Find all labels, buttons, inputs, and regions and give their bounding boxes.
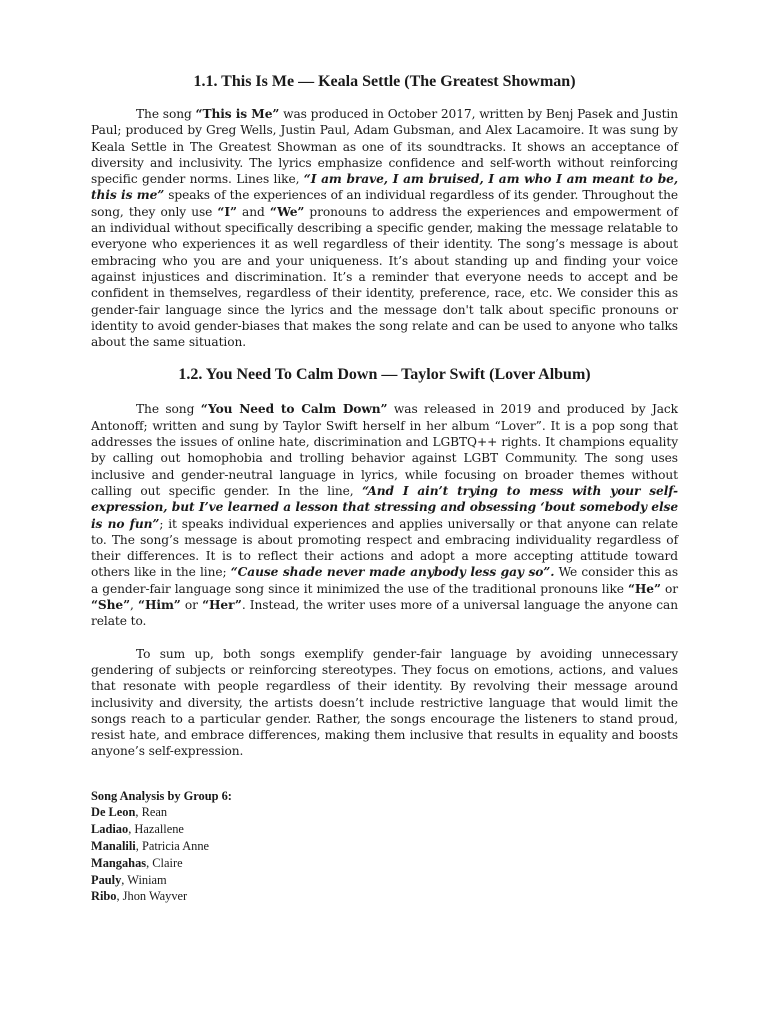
pronoun-highlight: “Her”: [202, 598, 242, 613]
pronoun-highlight: “Him”: [138, 598, 181, 613]
credits-block: [91, 788, 678, 906]
summary-paragraph: To sum up, both songs exemplify gender-fair language by avoiding unnecessary gendering of subjects or reinforcing stereotypes. They focus on emotions, actions, and values that resonate with people regardless of their identity. By revolving their message around inclusivity and diversity, the artists doesn’t include restrictive language that would limit the songs reach to a particular gender. Rather, the songs encourage the listeners to stand proud, resist hate, and embrace differences, making them inclusive that results in equality and boosts anyone’s self-expression.: [91, 646, 678, 759]
text-run: ; it speaks individual experiences and applies universally or that anyone can relate to. The song’s message is about promoting respect and embracing individuality regardless of their differences. It is to reflect their actions and adopt a more accepting attitude toward others like in the line;: [91, 516, 678, 580]
song-title: “This is Me”: [195, 107, 280, 121]
member-name: [91, 804, 678, 821]
section-2-paragraph: [91, 401, 678, 629]
member-first-name: , Jhon Wayver: [116, 889, 188, 904]
text-run: . Instead, the writer uses more of a universal language the anyone can relate to.: [91, 598, 679, 629]
member-first-name: , Winiam: [121, 872, 167, 887]
text-run: was produced in October 2017, written by Benj Pasek and Justin Paul; produced by Greg Wells, Justin Paul, Adam Gubsman, and Alex Lacamoire. It was sung by Keala Settle in The Greatest Showman as one of its soundtracks. It shows an acceptance of diversity and inclusivity. The lyrics emphasize confidence and self-worth without reinforcing specific gender norms. Lines like,: [91, 107, 678, 187]
text-run: and: [236, 204, 270, 219]
member-name: [91, 888, 678, 905]
lyric-quote: “I am brave, I am bruised, I am who I am meant to be, this is me”: [91, 172, 678, 203]
pronoun-highlight: “We”: [269, 204, 305, 219]
member-first-name: , Hazallene: [128, 822, 184, 837]
lyric-quote: “And I ain’t trying to mess with your self-expression, but I’ve learned a lesson that stressing and obsessing ‘bout somebody else is no fun”: [91, 483, 678, 531]
member-last-name: Ladiao: [91, 822, 129, 837]
member-last-name: Manalili: [91, 839, 136, 854]
member-last-name: Pauly: [91, 872, 122, 887]
pronoun-highlight: “I”: [217, 204, 237, 219]
text-run: was released in 2019 and produced by Jack Antonoff; written and sung by Taylor Swift herself in her album “Lover”. It is a pop song that addresses the issues of online hate, discrimination and LGBTQ++ rights. It champions equality by calling out homophobia and trolling behavior against LGBT Community. The song uses inclusive and gender-neutral language in lyrics, while focusing on broader themes without calling out specific gender. In the line,: [91, 402, 678, 498]
text-run: The song: [136, 402, 201, 417]
member-last-name: Mangahas: [91, 855, 147, 870]
member-first-name: , Claire: [146, 855, 183, 870]
pronoun-highlight: “He”: [627, 581, 661, 596]
song-title: “You Need to Calm Down”: [200, 402, 388, 417]
section-2-heading: 1.2. You Need To Calm Down — Taylor Swift (Lover Album): [178, 366, 591, 384]
text-run: speaks of the experiences of an individual regardless of its gender. Throughout the song, they only use: [91, 188, 678, 219]
member-first-name: , Patricia Anne: [135, 839, 210, 854]
member-name: [91, 855, 678, 872]
text-run: ,: [130, 598, 139, 613]
member-last-name: De Leon: [91, 805, 136, 820]
member-first-name: , Rean: [135, 805, 168, 820]
text-run: The song: [136, 107, 196, 121]
section-1-paragraph: [91, 106, 678, 350]
member-last-name: Ribo: [91, 889, 117, 904]
text-run: or: [660, 581, 678, 596]
text-run: We consider this as a gender-fair language song since it minimized the use of the traditional pronouns like: [91, 565, 678, 596]
member-name: [91, 838, 678, 855]
section-1-heading: 1.1. This Is Me — Keala Settle (The Greatest Showman): [193, 73, 576, 90]
lyric-quote: “Cause shade never made anybody less gay so”.: [230, 565, 555, 580]
text-run: or: [180, 598, 203, 613]
member-name: [91, 821, 678, 838]
credits-title: Song Analysis by Group 6:: [91, 788, 232, 803]
member-name: [91, 872, 678, 889]
pronoun-highlight: “She”: [91, 598, 131, 613]
text-run: pronouns to address the experiences and empowerment of an individual without specifically describing a specific gender, making the message relatable to everyone who experiences it as well regardless of their identity. The song’s message is about embracing who you are and your uniqueness. It’s about standing up and finding your voice against injustices and discrimination. It’s a reminder that everyone needs to accept and be confident in themselves, regardless of their identity, preference, race, etc. We consider this as gender-fair language since the lyrics and the message don't talk about specific pronouns or identity to avoid gender-biases that makes the song relate and can be used to anyone who talks about the same situation.: [91, 204, 678, 350]
